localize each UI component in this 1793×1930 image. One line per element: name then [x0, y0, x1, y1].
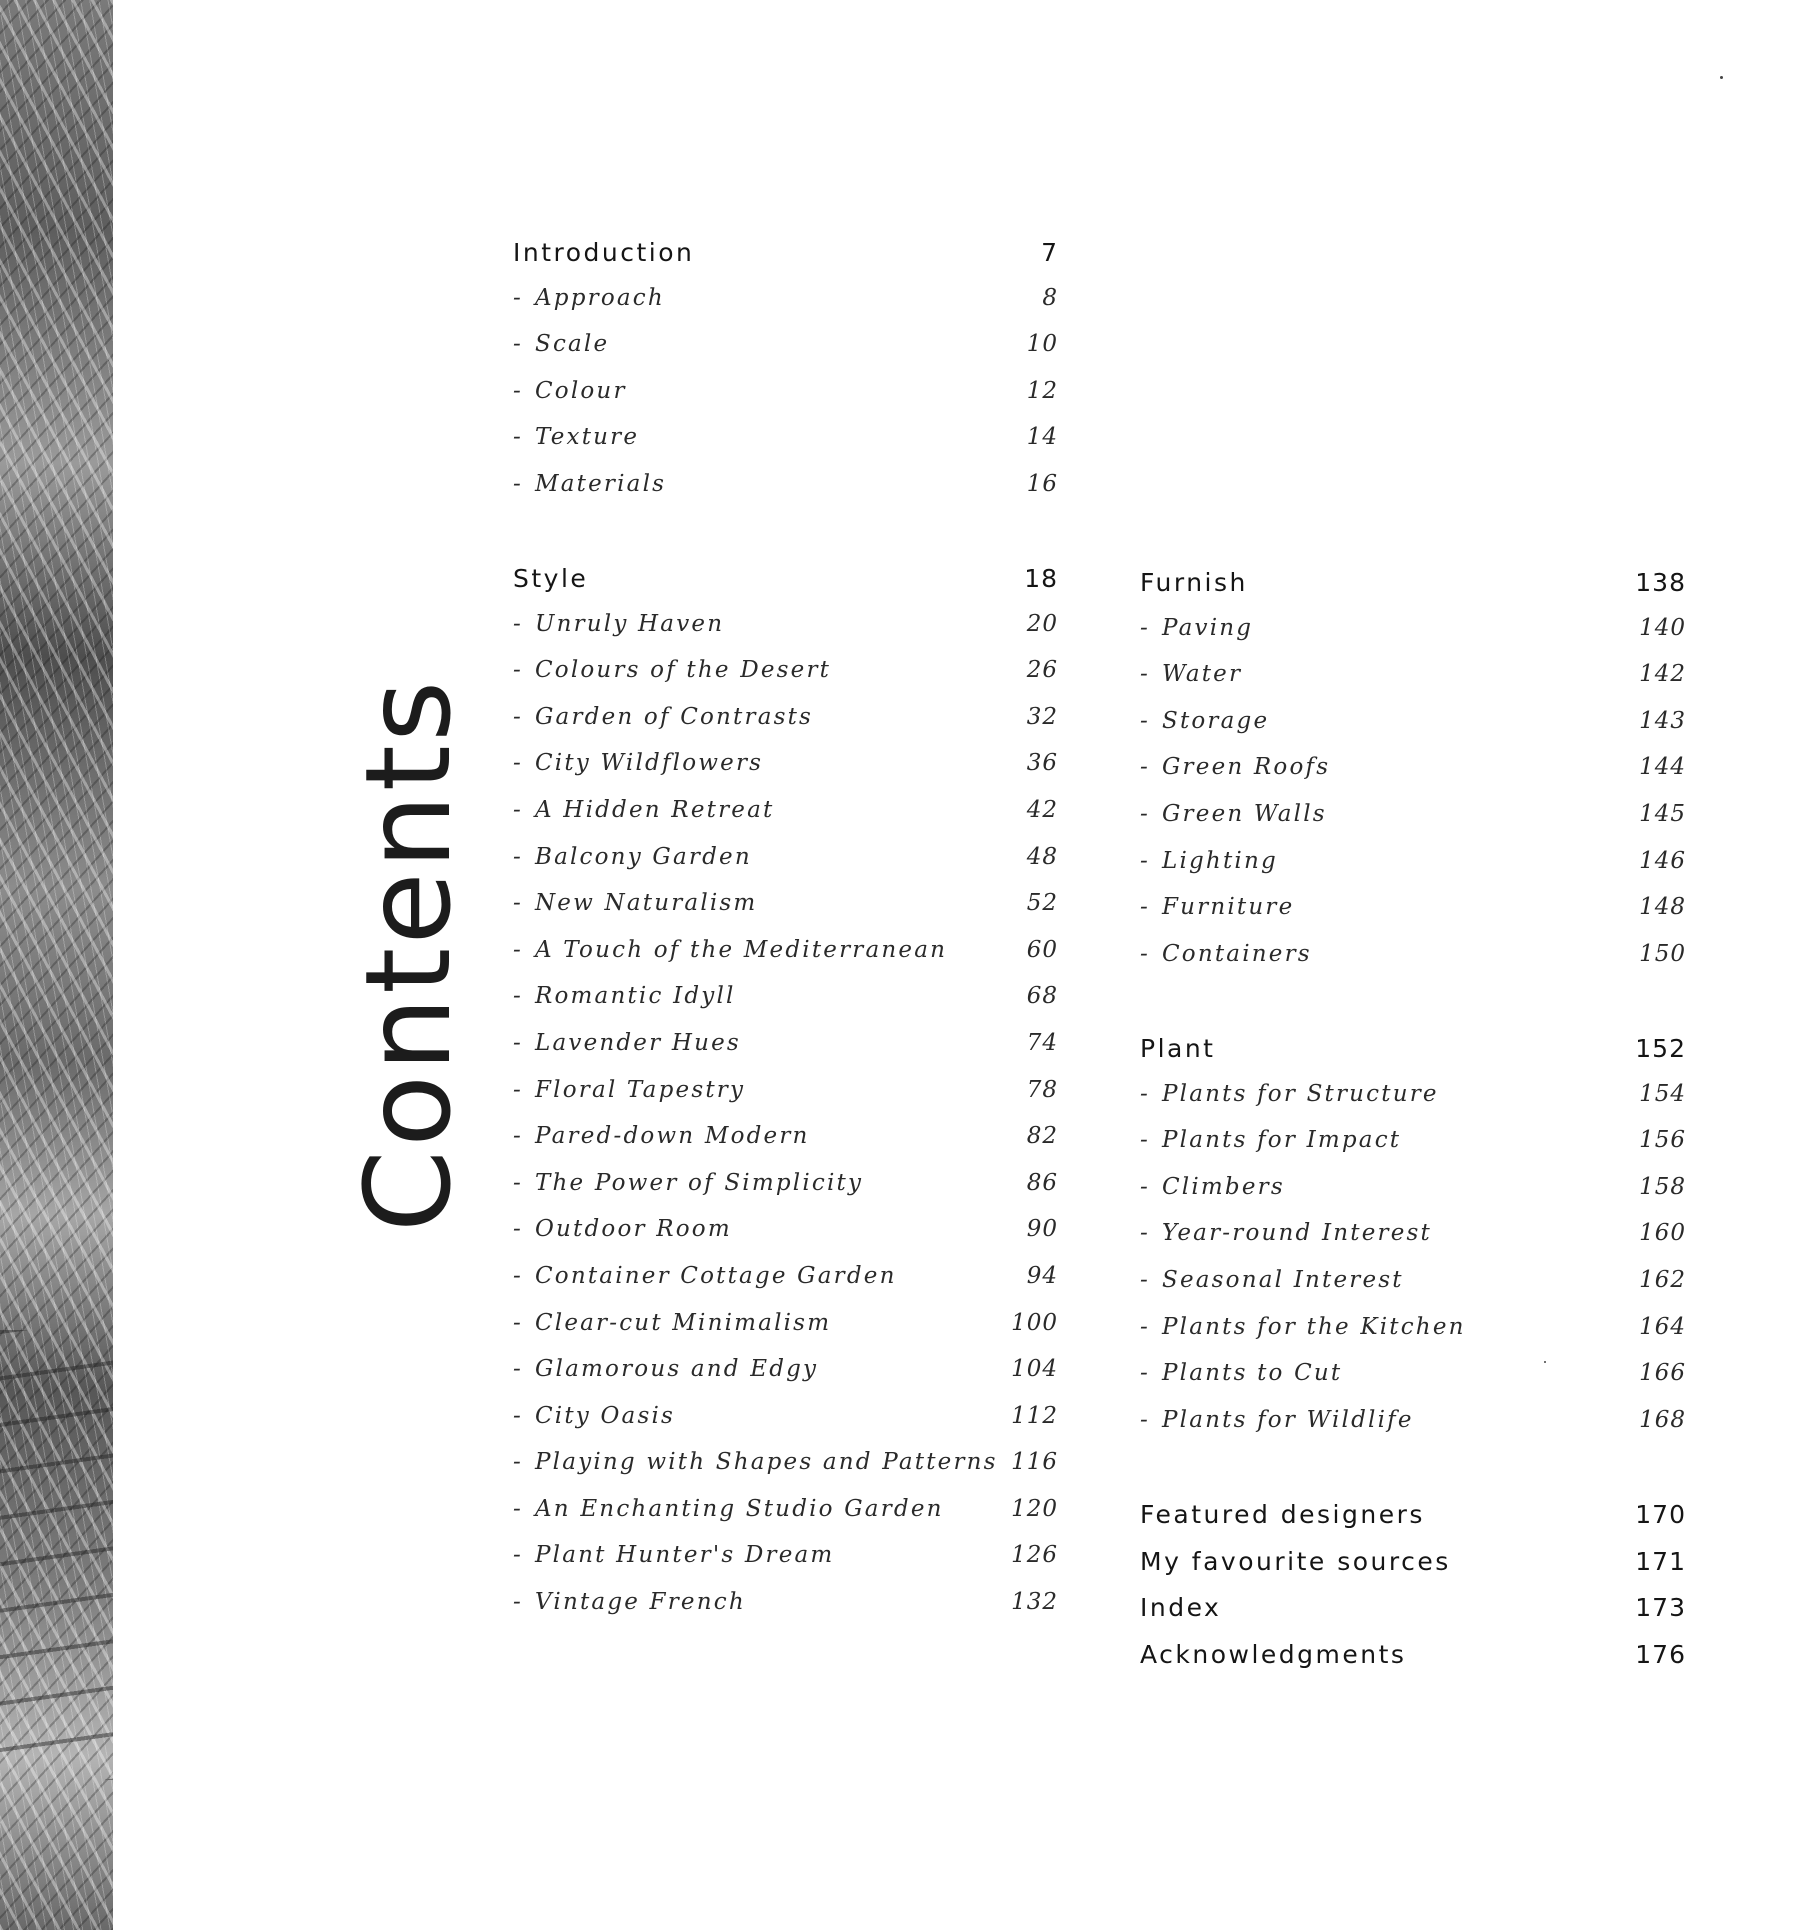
toc-entry-page: 150 [1639, 940, 1686, 967]
toc-entry[interactable] [513, 750, 1058, 797]
toc-entry-label: Plants to Cut [1161, 1360, 1343, 1387]
toc-entry[interactable] [513, 1030, 1058, 1077]
toc-heading-page: 7 [1041, 238, 1058, 267]
toc-entry-label: Materials [534, 470, 667, 497]
toc-entry-label: Scale [534, 331, 610, 358]
toc-entry-label: Colour [534, 377, 627, 404]
toc-entry-page: 68 [1026, 983, 1058, 1010]
toc-entry-text: - Glamorous and Edgy [513, 1356, 819, 1383]
toc-entry-label: A Hidden Retreat [534, 796, 775, 823]
toc-entry-text: - Romantic Idyll [513, 983, 736, 1010]
toc-entry-text: - Approach [513, 284, 665, 311]
toc-entry-page: 126 [1011, 1542, 1058, 1569]
toc-entry-page: 154 [1639, 1080, 1686, 1107]
toc-entry[interactable] [1140, 848, 1686, 895]
toc-heading[interactable] [513, 238, 1058, 285]
toc-entry-page: 164 [1639, 1313, 1686, 1340]
toc-heading-page: 173 [1635, 1593, 1686, 1623]
toc-entry[interactable] [513, 1077, 1058, 1124]
toc-entry[interactable] [1140, 754, 1686, 801]
toc-entry-text: - Colours of the Desert [513, 657, 832, 684]
toc-entry-text: - Plant Hunter's Dream [513, 1542, 835, 1569]
toc-entry[interactable] [513, 1310, 1058, 1357]
toc-entry-label: Lighting [1161, 847, 1278, 874]
toc-entry-text: - Floral Tapestry [513, 1076, 746, 1103]
print-speck [1544, 1361, 1546, 1363]
toc-entry-page: 142 [1639, 661, 1686, 688]
toc-entry-label: Outdoor Room [534, 1216, 732, 1243]
garden-photo-strip [0, 0, 113, 1930]
toc-column-left [513, 0, 1058, 1930]
toc-column-right [1140, 0, 1686, 1930]
toc-entry-label: Year-round Interest [1161, 1220, 1432, 1247]
toc-entry-page: 168 [1639, 1406, 1686, 1433]
toc-entry-label: Lavender Hues [534, 1029, 741, 1056]
toc-entry-page: 74 [1026, 1029, 1058, 1056]
toc-entry[interactable] [513, 937, 1058, 984]
toc-entry[interactable] [1140, 1174, 1686, 1221]
toc-entry-label: City Wildflowers [534, 750, 764, 777]
toc-entry-page: 100 [1011, 1309, 1058, 1336]
toc-entry-text: - Garden of Contrasts [513, 703, 814, 730]
toc-entry-label: Climbers [1161, 1173, 1285, 1200]
toc-entry[interactable] [513, 983, 1058, 1030]
toc-heading-label: My favourite sources [1140, 1546, 1451, 1576]
toc-entry-label: An Enchanting Studio Garden [534, 1495, 944, 1522]
toc-entry-label: Playing with Shapes and Patterns [534, 1449, 998, 1476]
toc-entry-page: 60 [1026, 936, 1058, 963]
toc-entry-text: - Scale [513, 331, 610, 358]
print-speck [1720, 76, 1723, 79]
toc-entry-page: 20 [1026, 610, 1058, 637]
toc-entry-label: Storage [1161, 707, 1270, 734]
toc-section-style [513, 564, 1058, 1636]
toc-entry[interactable] [513, 378, 1058, 425]
toc-entry[interactable] [513, 285, 1058, 332]
toc-entry-label: Glamorous and Edgy [534, 1356, 819, 1383]
toc-entry-page: 145 [1639, 800, 1686, 827]
toc-entry-label: Container Cottage Garden [534, 1262, 897, 1289]
toc-entry[interactable] [513, 797, 1058, 844]
toc-entry-page: 162 [1639, 1266, 1686, 1293]
toc-entry[interactable] [513, 890, 1058, 937]
toc-entry[interactable] [1140, 1220, 1686, 1267]
toc-entry-page: 104 [1011, 1356, 1058, 1383]
toc-entry-page: 132 [1011, 1589, 1058, 1616]
toc-entry-text: - Clear-cut Minimalism [513, 1309, 832, 1336]
toc-entry[interactable] [513, 844, 1058, 891]
toc-heading-page: 138 [1635, 568, 1686, 597]
toc-entry-label: Approach [534, 284, 665, 311]
toc-entry-text: - Paving [1140, 614, 1254, 641]
toc-heading[interactable] [1140, 1640, 1686, 1687]
toc-entry-text: - Balcony Garden [513, 843, 752, 870]
toc-entry-label: Green Walls [1161, 800, 1327, 827]
toc-entry-page: 158 [1639, 1173, 1686, 1200]
toc-entry-label: New Naturalism [534, 890, 758, 917]
toc-entry[interactable] [1140, 941, 1686, 988]
toc-entry-page: 160 [1639, 1220, 1686, 1247]
toc-entry-text: - Outdoor Room [513, 1216, 732, 1243]
toc-entry[interactable] [513, 424, 1058, 471]
toc-entry-page: 144 [1639, 754, 1686, 781]
toc-entry[interactable] [513, 1449, 1058, 1496]
toc-section-introduction [513, 238, 1058, 518]
toc-heading[interactable] [1140, 1034, 1686, 1081]
toc-entry-text: - Plants for Impact [1140, 1127, 1402, 1154]
toc-entry-page: 78 [1026, 1076, 1058, 1103]
toc-entry-text: - Vintage French [513, 1589, 746, 1616]
toc-entry[interactable] [1140, 708, 1686, 755]
toc-entry-text: - Texture [513, 424, 640, 451]
toc-entry-page: 120 [1011, 1495, 1058, 1522]
toc-heading-label: Introduction [513, 238, 695, 267]
toc-entry-text: - A Touch of the Mediterranean [513, 936, 948, 963]
toc-entry[interactable] [1140, 801, 1686, 848]
toc-entry-text: - Green Roofs [1140, 754, 1331, 781]
toc-entry[interactable] [513, 1170, 1058, 1217]
toc-entry-label: Seasonal Interest [1161, 1266, 1404, 1293]
toc-entry[interactable] [1140, 1127, 1686, 1174]
toc-entry-text: - Plants to Cut [1140, 1360, 1343, 1387]
toc-entry-label: Romantic Idyll [534, 983, 736, 1010]
toc-entry-label: Plants for Impact [1161, 1127, 1402, 1154]
toc-entry-page: 52 [1026, 890, 1058, 917]
toc-entry-text: - New Naturalism [513, 890, 758, 917]
toc-entry[interactable] [513, 1542, 1058, 1589]
toc-heading[interactable] [1140, 1500, 1686, 1547]
toc-entry[interactable] [513, 1356, 1058, 1403]
toc-entry-label: Paving [1161, 614, 1254, 641]
toc-heading-label: Index [1140, 1593, 1222, 1623]
toc-entry-page: 148 [1639, 894, 1686, 921]
toc-entry[interactable] [1140, 894, 1686, 941]
toc-entry-page: 86 [1026, 1169, 1058, 1196]
toc-entry[interactable] [513, 1216, 1058, 1263]
toc-entry-label: Garden of Contrasts [534, 703, 814, 730]
toc-entry-label: Containers [1161, 940, 1312, 967]
toc-entry-page: 36 [1026, 750, 1058, 777]
toc-entry-label: Colours of the Desert [534, 657, 832, 684]
toc-entry[interactable] [513, 1403, 1058, 1450]
toc-entry[interactable] [1140, 615, 1686, 662]
toc-entry[interactable] [513, 1496, 1058, 1543]
toc-entry-text: - Playing with Shapes and Patterns [513, 1449, 998, 1476]
toc-entry[interactable] [1140, 1407, 1686, 1454]
toc-entry-text: - City Wildflowers [513, 750, 764, 777]
toc-entry-page: 42 [1026, 796, 1058, 823]
toc-heading-label: Acknowledgments [1140, 1639, 1407, 1669]
toc-entry-text: - Materials [513, 470, 667, 497]
toc-heading-page: 171 [1635, 1546, 1686, 1576]
toc-entry-page: 12 [1026, 377, 1058, 404]
toc-entry[interactable] [1140, 1360, 1686, 1407]
toc-entry[interactable] [513, 1263, 1058, 1310]
toc-heading[interactable] [513, 564, 1058, 611]
toc-entry-page: 140 [1639, 614, 1686, 641]
toc-heading-label: Featured designers [1140, 1500, 1425, 1529]
toc-entry-label: Balcony Garden [534, 843, 752, 870]
toc-entry-page: 82 [1026, 1123, 1058, 1150]
toc-entry-label: A Touch of the Mediterranean [534, 936, 948, 963]
toc-entry-text: - Storage [1140, 707, 1270, 734]
toc-entry-text: - Lavender Hues [513, 1029, 741, 1056]
toc-heading[interactable] [1140, 1547, 1686, 1594]
toc-entry-label: Water [1161, 661, 1243, 688]
toc-entry-page: 143 [1639, 707, 1686, 734]
toc-entry-page: 26 [1026, 657, 1058, 684]
toc-entry[interactable] [513, 471, 1058, 518]
toc-entry-label: Furniture [1161, 894, 1295, 921]
toc-entry-text: - Year-round Interest [1140, 1220, 1432, 1247]
toc-entry-text: - Green Walls [1140, 800, 1327, 827]
toc-entry-page: 166 [1639, 1360, 1686, 1387]
toc-entry-text: - Containers [1140, 940, 1312, 967]
toc-entry-page: 112 [1011, 1402, 1058, 1429]
toc-entry-text: - The Power of Simplicity [513, 1169, 864, 1196]
toc-entry-label: Plants for Wildlife [1161, 1406, 1414, 1433]
toc-entry-page: 94 [1026, 1262, 1058, 1289]
toc-section-plant [1140, 1034, 1686, 1453]
toc-entry-page: 14 [1026, 424, 1058, 451]
toc-entry-page: 146 [1639, 847, 1686, 874]
toc-entry-label: Plant Hunter's Dream [534, 1542, 835, 1569]
toc-heading-label: Plant [1140, 1034, 1216, 1063]
toc-heading-page: 152 [1635, 1034, 1686, 1063]
toc-entry[interactable] [513, 611, 1058, 658]
toc-entry[interactable] [513, 1589, 1058, 1636]
toc-entry-text: - City Oasis [513, 1402, 676, 1429]
toc-entry-page: 32 [1026, 703, 1058, 730]
toc-entry-text: - Water [1140, 661, 1243, 688]
toc-entry[interactable] [1140, 1314, 1686, 1361]
toc-heading[interactable] [1140, 1593, 1686, 1640]
toc-heading-page: 170 [1635, 1500, 1686, 1529]
toc-entry[interactable] [513, 704, 1058, 751]
toc-entry-label: Texture [534, 424, 640, 451]
toc-section-furnish [1140, 568, 1686, 987]
toc-entry-text: - Climbers [1140, 1173, 1285, 1200]
toc-entry-text: - Pared-down Modern [513, 1123, 810, 1150]
toc-heading-label: Style [513, 564, 589, 593]
toc-entry-label: Floral Tapestry [534, 1076, 746, 1103]
toc-entry-text: - Furniture [1140, 894, 1295, 921]
toc-entry-page: 8 [1042, 284, 1058, 311]
toc-heading-label: Furnish [1140, 568, 1248, 597]
toc-entry-text: - Lighting [1140, 847, 1278, 874]
toc-entry[interactable] [513, 657, 1058, 704]
toc-entry[interactable] [513, 331, 1058, 378]
toc-entry-text: - Plants for Structure [1140, 1080, 1439, 1107]
toc-entry-text: - Plants for the Kitchen [1140, 1313, 1466, 1340]
toc-entry-label: Unruly Haven [534, 610, 725, 637]
toc-entry-page: 48 [1026, 843, 1058, 870]
toc-entry-label: Plants for Structure [1161, 1080, 1439, 1107]
toc-entry-label: Plants for the Kitchen [1161, 1313, 1466, 1340]
toc-entry-page: 156 [1639, 1127, 1686, 1154]
toc-entry[interactable] [1140, 1267, 1686, 1314]
toc-entry-label: City Oasis [534, 1402, 676, 1429]
toc-entry-label: The Power of Simplicity [534, 1169, 864, 1196]
toc-entry-text: - Container Cottage Garden [513, 1262, 897, 1289]
toc-entry-label: Green Roofs [1161, 754, 1331, 781]
page-title: Contents [339, 677, 477, 1233]
toc-entry-text: - Seasonal Interest [1140, 1266, 1404, 1293]
toc-entry[interactable] [1140, 661, 1686, 708]
toc-entry[interactable] [1140, 1081, 1686, 1128]
toc-entry-text: - Colour [513, 377, 627, 404]
toc-entry-page: 10 [1026, 331, 1058, 358]
toc-heading-page: 18 [1024, 564, 1058, 593]
toc-entry-label: Vintage French [534, 1589, 746, 1616]
toc-heading-page: 176 [1635, 1639, 1686, 1669]
toc-section-back-matter [1140, 1500, 1686, 1686]
toc-entry-text: - Unruly Haven [513, 610, 725, 637]
toc-entry-text: - Plants for Wildlife [1140, 1406, 1414, 1433]
toc-entry-label: Clear-cut Minimalism [534, 1309, 832, 1336]
toc-entry-label: Pared-down Modern [534, 1123, 810, 1150]
toc-entry-page: 116 [1011, 1449, 1058, 1476]
toc-entry-text: - An Enchanting Studio Garden [513, 1495, 944, 1522]
toc-entry-page: 16 [1026, 470, 1058, 497]
toc-entry-text: - A Hidden Retreat [513, 796, 775, 823]
toc-entry[interactable] [513, 1123, 1058, 1170]
toc-entry-page: 90 [1026, 1216, 1058, 1243]
toc-heading[interactable] [1140, 568, 1686, 615]
